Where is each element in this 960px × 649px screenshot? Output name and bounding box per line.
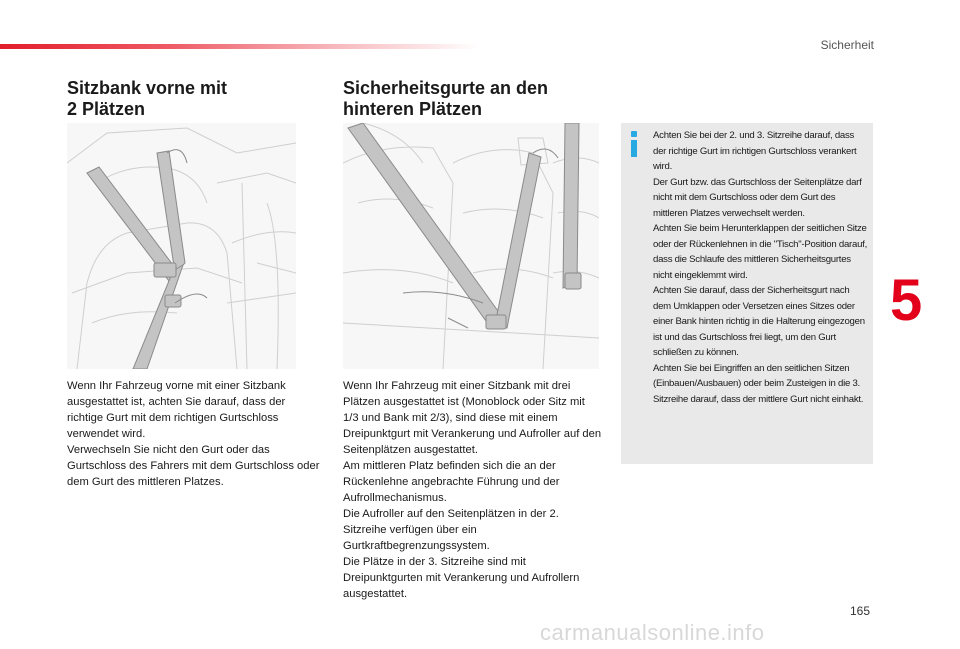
front-bench-paragraph-2: Verwechseln Sie nicht den Gurt oder das Gurtschloss des Fahrers mit dem Gurtschloss oder dem Gurt des mittleren Platzes.: [67, 444, 320, 488]
rear-seatbelts-text: [343, 378, 603, 602]
front-bench-text: [67, 378, 322, 490]
info-icon: [628, 131, 642, 157]
info-box: [621, 123, 873, 464]
rear-seatbelts-paragraph-1: Wenn Ihr Fahrzeug mit einer Sitzbank mit drei Plätzen ausgestattet ist (Monoblock oder Sitz mit 1/3 und Bank mit 2/3), sind diese mit einem Dreipunktgurt mit Verankerung und Aufroller auf den Seitenplätzen ausgestattet.: [343, 380, 602, 456]
rear-seatbelts-paragraph-3: Die Aufroller auf den Seitenplätzen in der 2. Sitzreihe verfügen über ein Gurtkraftbegrenzungssystem.: [343, 508, 559, 552]
front-bench-paragraph-1: Wenn Ihr Fahrzeug vorne mit einer Sitzbank ausgestattet ist, achten Sie darauf, dass der richtige Gurt mit dem richtigen Gurtschloss verwendet wird.: [67, 380, 286, 440]
header-accent-bar: [0, 44, 480, 49]
watermark: carmanualsonline.info: [540, 620, 765, 645]
rear-seatbelts-drawing: [343, 123, 599, 369]
info-paragraph-3: Achten Sie beim Herunterklappen der seitlichen Sitze oder der Rückenlehnen in die "Tisch"-Position darauf, dass die Schlaufe des mittleren Sicherheitsgurtes nicht eingeklemmt wird.: [653, 223, 867, 281]
info-text: [653, 128, 867, 407]
rear-seatbelts-paragraph-2: Am mittleren Platz befinden sich die an der Rückenlehne angebrachte Führung und der Aufrollmechanismus.: [343, 460, 560, 504]
chapter-number: 5: [890, 268, 923, 333]
front-bench-seatbelt-illustration: [67, 123, 296, 369]
front-bench-heading: Sitzbank vorne mit 2 Plätzen: [67, 78, 228, 119]
info-paragraph-5: Achten Sie bei Eingriffen an den seitlichen Sitzen (Einbauen/Ausbauen) oder beim Zusteigen in die 3. Sitzreihe darauf, dass der mittlere Gurt nicht einhakt.: [653, 362, 864, 405]
info-paragraph-4: Achten Sie darauf, dass der Sicherheitsgurt nach dem Umklappen oder Versetzen eines Sitzes oder einer Bank hinten richtig in die Halterung eingezogen ist und das Gurtschloss frei liegt, um den Gurt schließen zu können.: [653, 285, 865, 358]
section-label: Sicherheit: [820, 38, 874, 52]
rear-seatbelts-paragraph-4: Die Plätze in der 3. Sitzreihe sind mit Dreipunktgurten mit Verankerung und Aufrollern ausgestattet.: [343, 556, 580, 600]
rear-seatbelts-heading: Sicherheitsgurte an den hinteren Plätzen: [343, 78, 549, 119]
front-bench-seatbelt-drawing: [67, 123, 296, 369]
info-paragraph-2: Der Gurt bzw. das Gurtschloss der Seitenplätze darf nicht mit dem Gurtschloss oder dem Gurt des mittleren Platzes verwechselt werden.: [653, 176, 862, 219]
info-paragraph-1: Achten Sie bei der 2. und 3. Sitzreihe darauf, dass der richtige Gurt im richtigen Gurtschloss verankert wird.: [653, 130, 857, 172]
rear-seatbelts-illustration: [343, 123, 599, 369]
page-number: 165: [849, 604, 870, 618]
